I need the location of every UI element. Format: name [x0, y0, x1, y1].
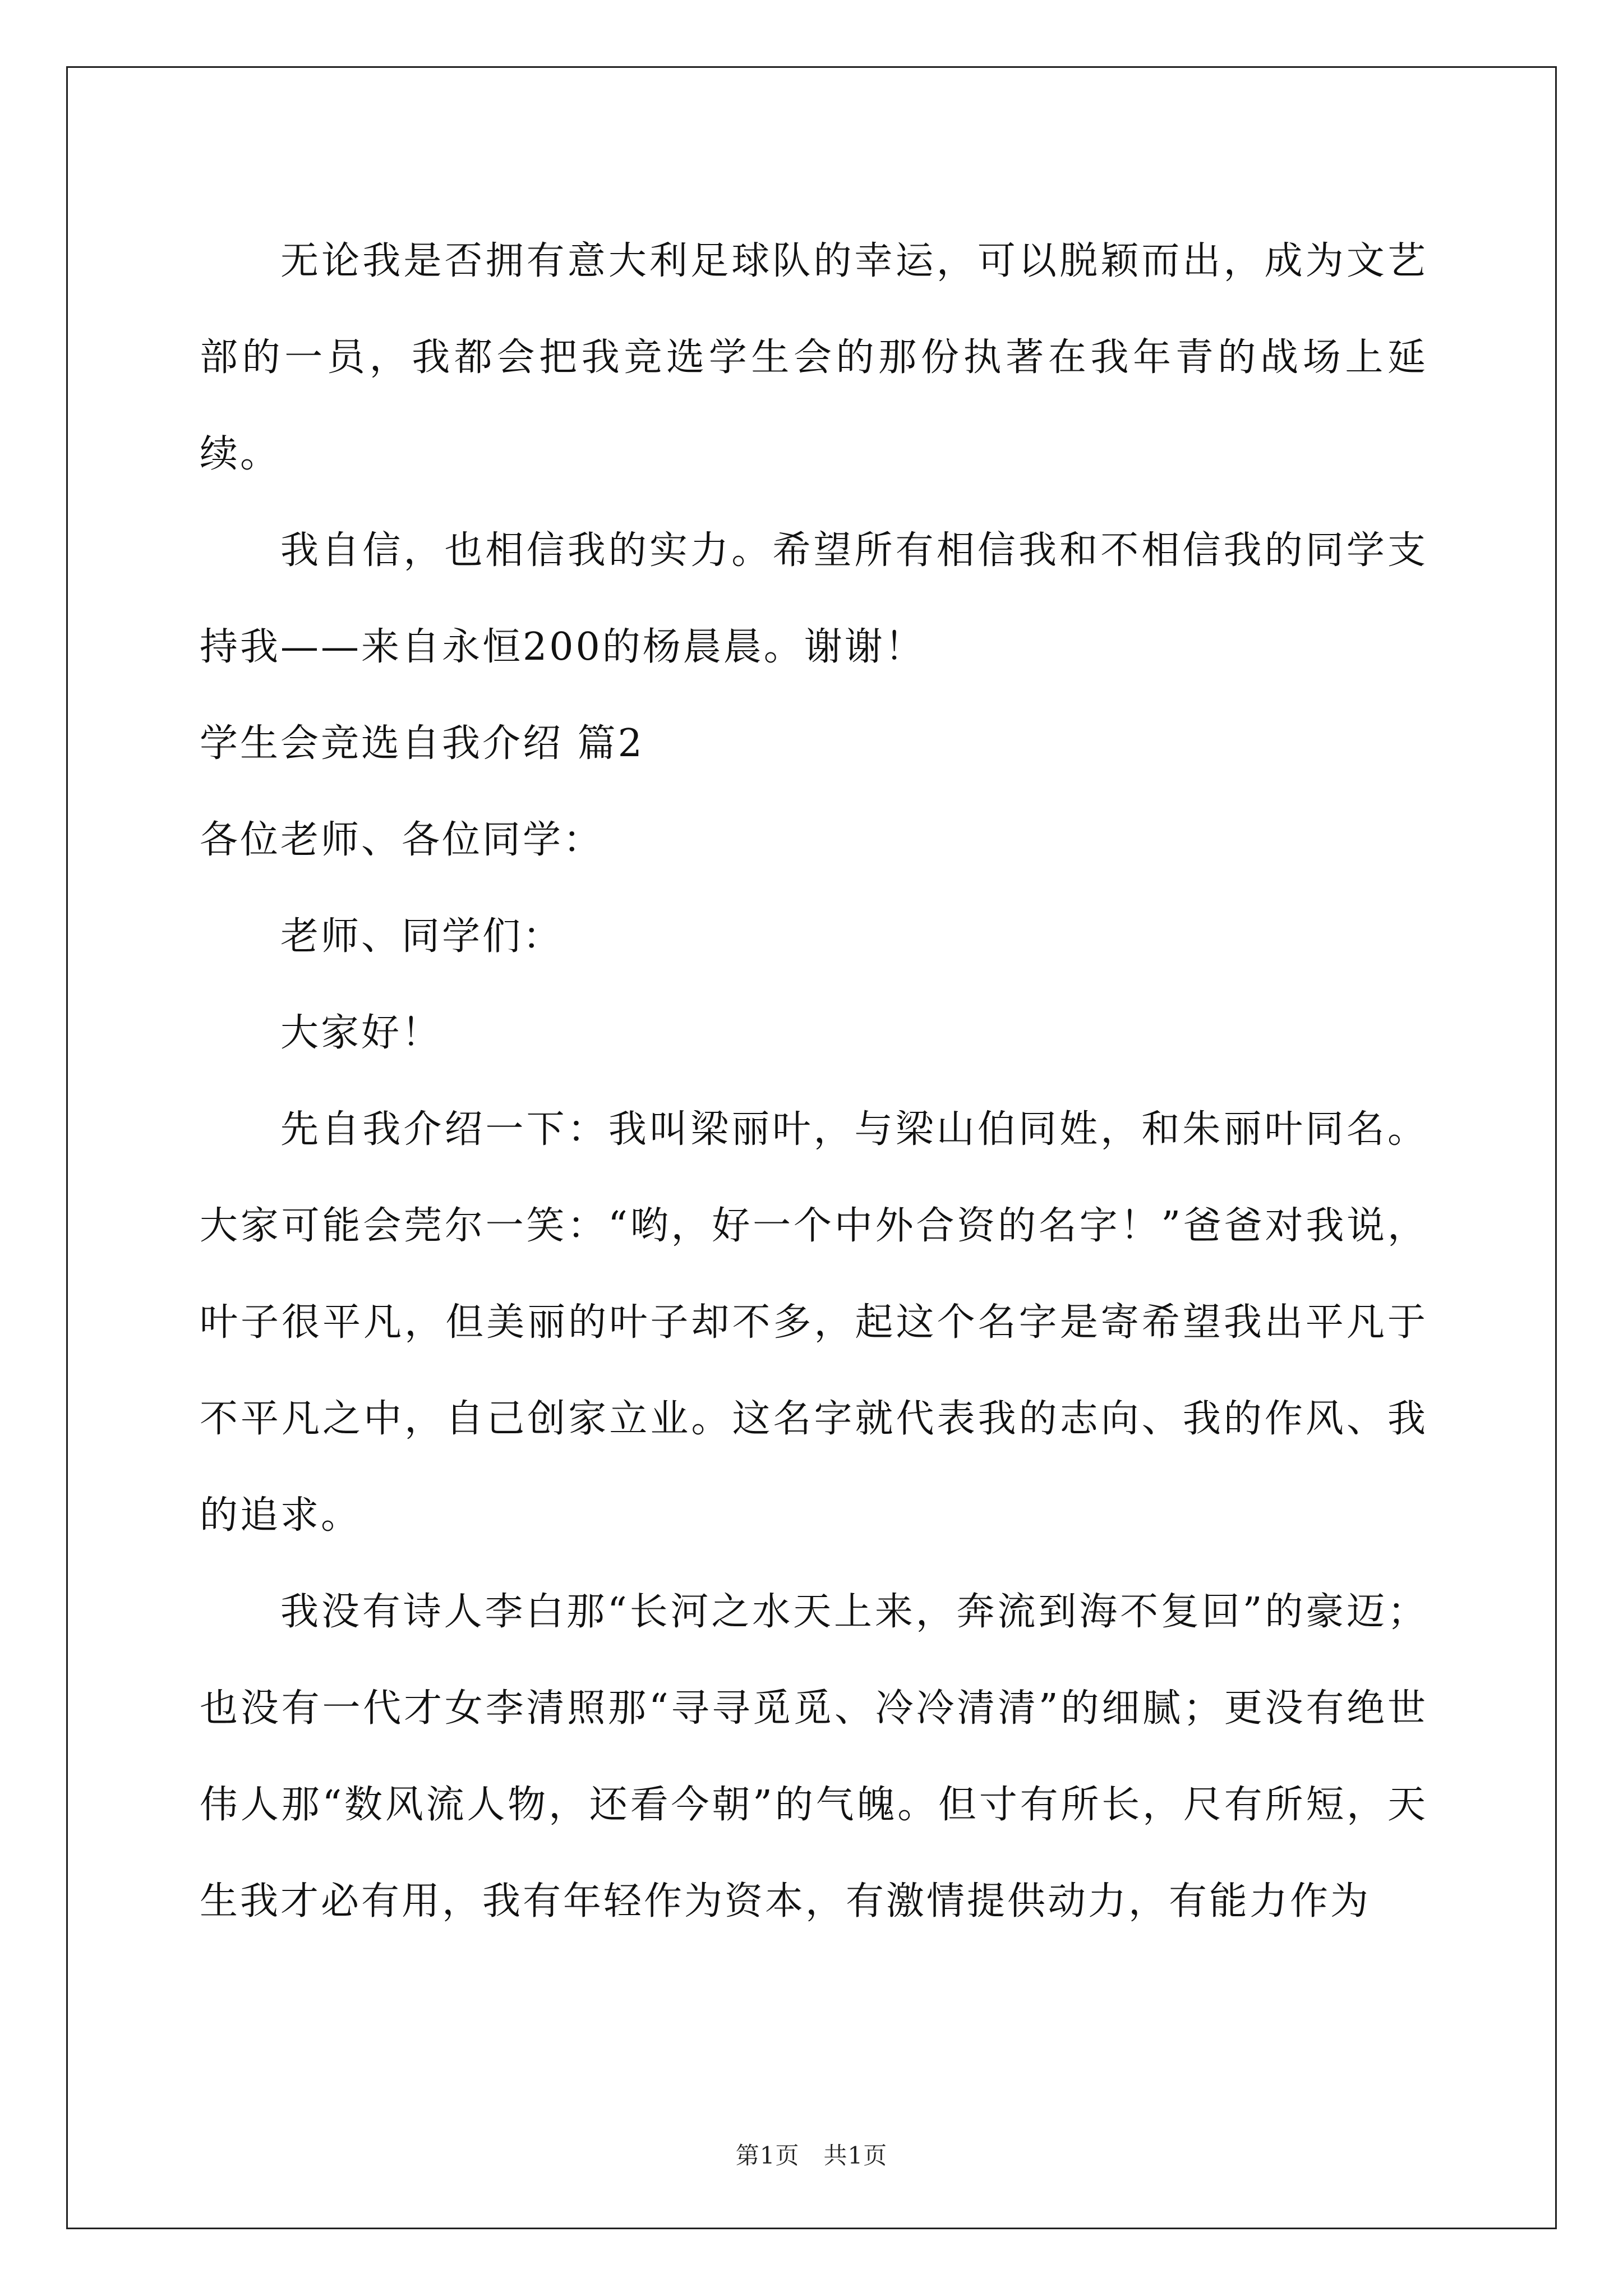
- paragraph: 我自信，也相信我的实力。希望所有相信我和不相信我的同学支持我——来自永恒200的杨晨晨。谢谢！: [200, 528, 1428, 669]
- salutation: 老师、同学们：: [280, 914, 564, 959]
- page-footer: 第1页 共1页: [735, 2142, 888, 2169]
- paragraph: 无论我是否拥有意大利足球队的幸运，可以脱颖而出，成为文艺部的一员，我都会把我竞选学生会的那份执著在我年青的战场上延续。: [200, 239, 1428, 476]
- paragraph: 我没有诗人李白那“长河之水天上来，奔流到海不复回”的豪迈；也没有一代才女李清照那“寻寻觅觅、冷冷清清”的细腻；更没有绝世伟人那“数风流人物，还看今朝”的气魄。但寸有所长，尺有所短，天生我才必有用，我有年轻作为资本，有激情提供动力，有能力作为: [200, 1590, 1428, 1924]
- salutation: 各位老师、各位同学：: [200, 818, 604, 862]
- paragraph: 先自我介绍一下：我叫梁丽叶，与梁山伯同姓，和朱丽叶同名。大家可能会莞尔一笑：“哟，好一个中外合资的名字！”爸爸对我说，叶子很平凡，但美丽的叶子却不多，起这个名字是寄希望我出平凡于不平凡之中，自己创家立业。这名字就代表我的志向、我的作风、我的追求。: [200, 1107, 1428, 1538]
- document-body: [200, 213, 1428, 1950]
- section-heading: 学生会竞选自我介绍 篇2: [200, 721, 644, 766]
- greeting: 大家好！: [280, 1011, 442, 1055]
